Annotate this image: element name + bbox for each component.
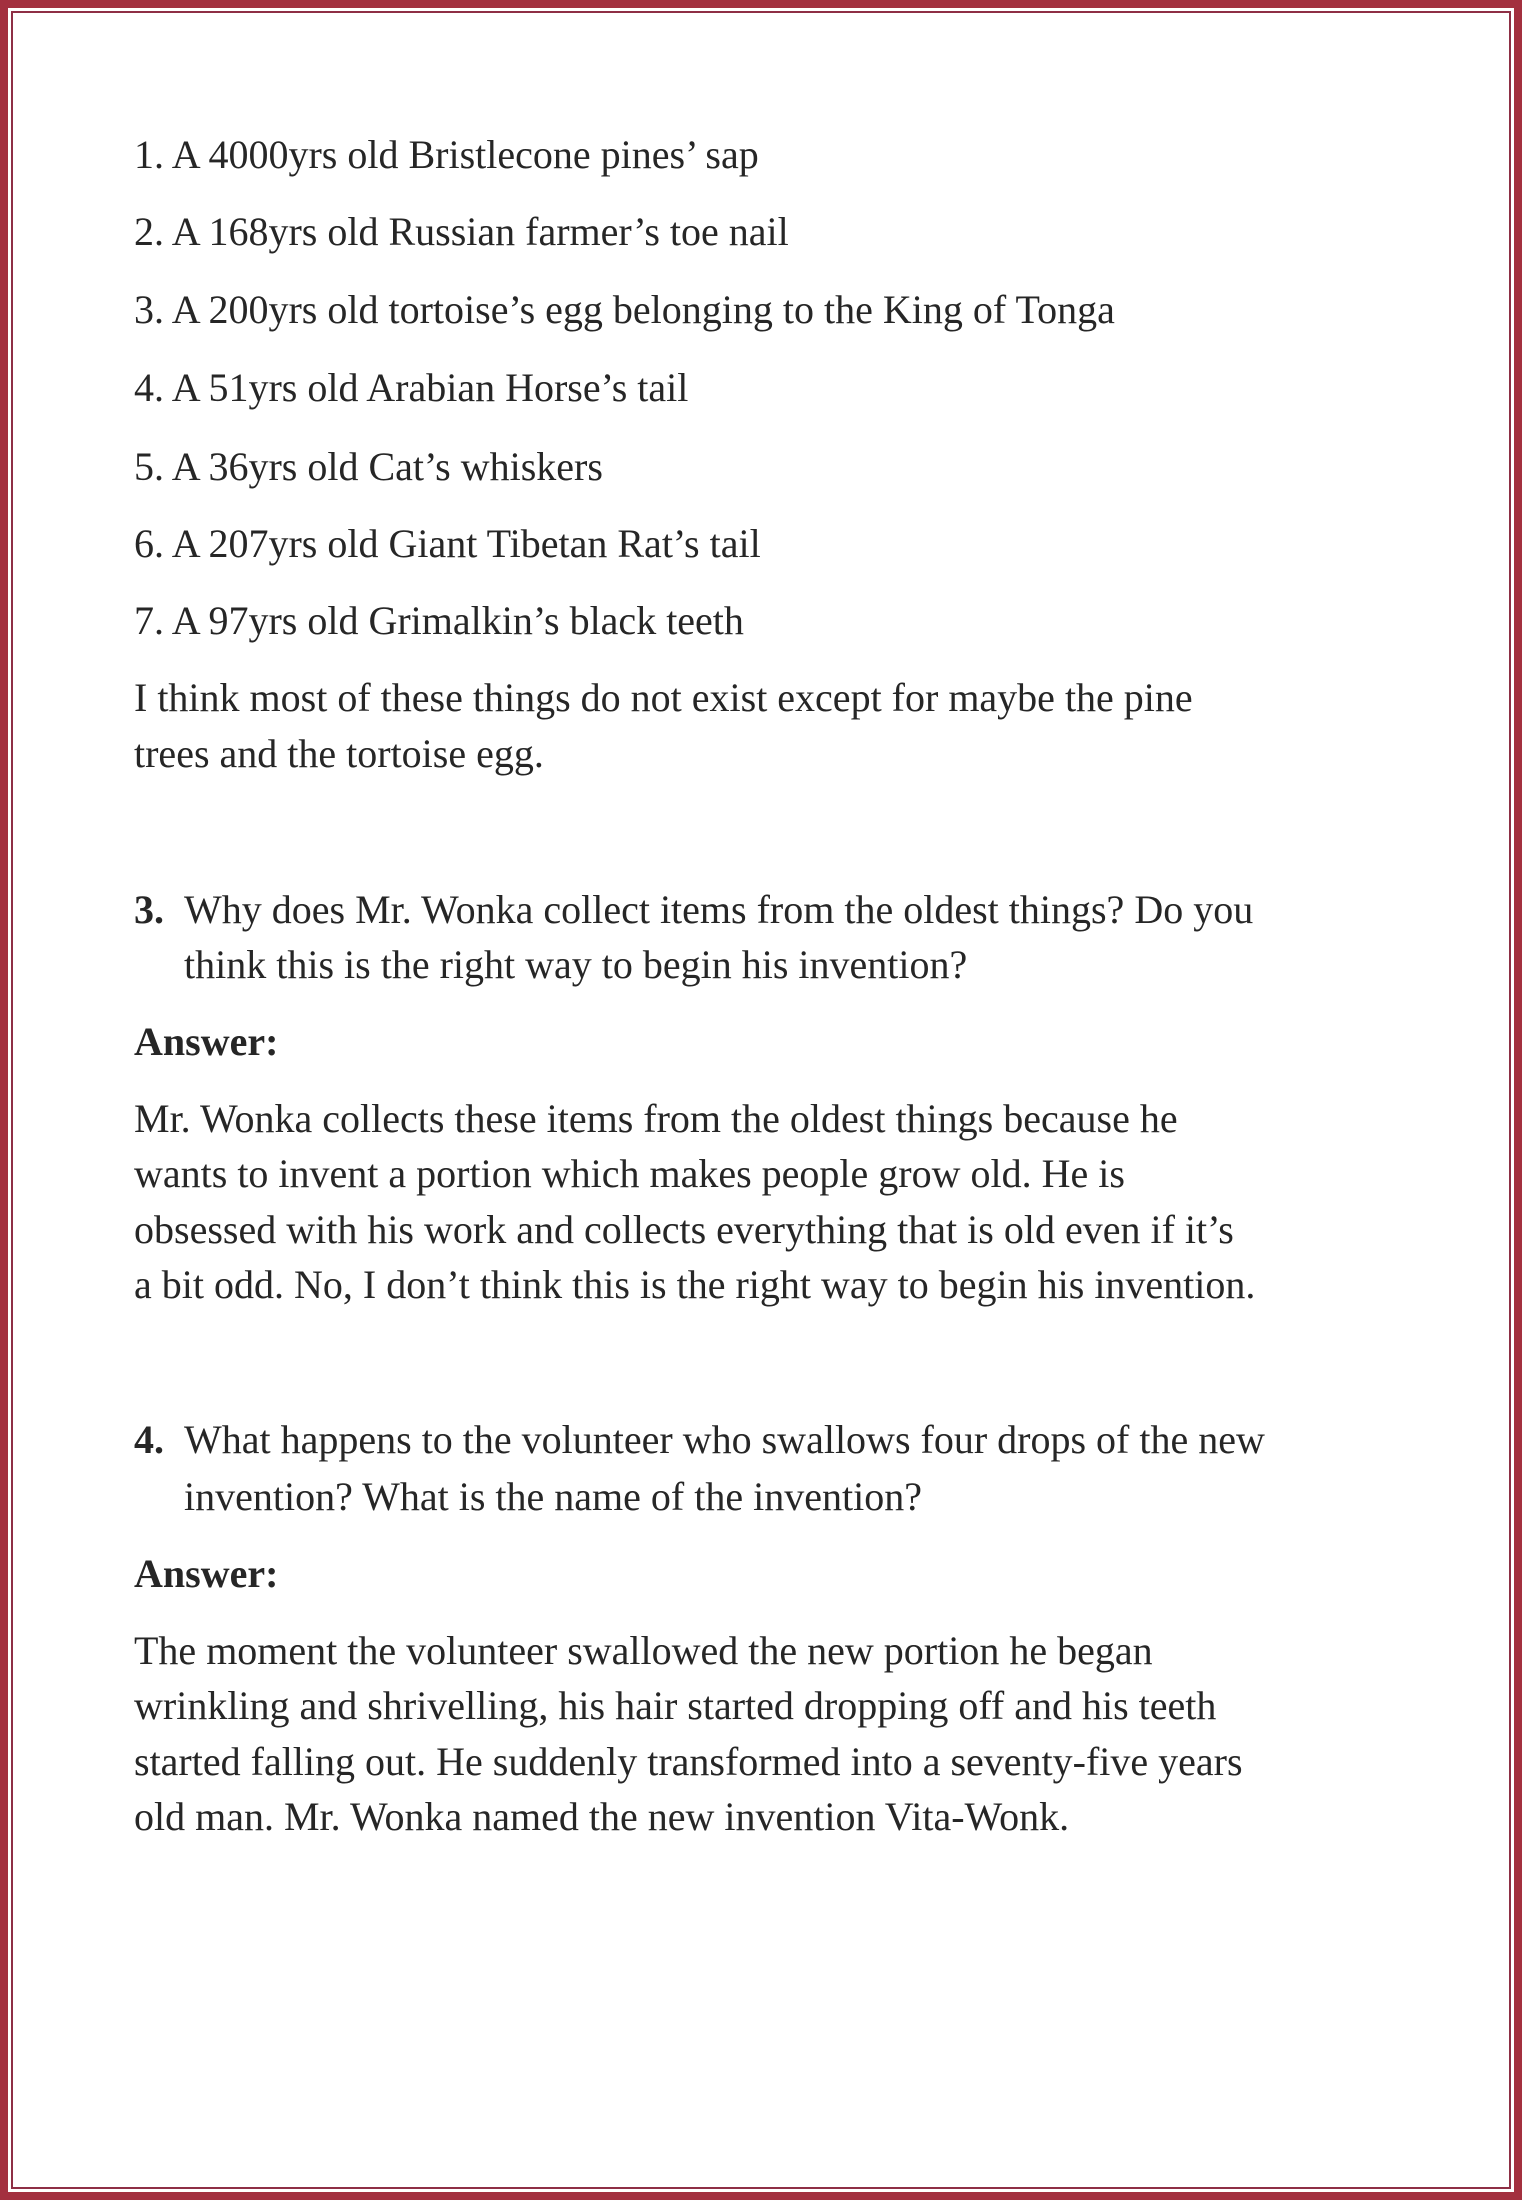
list-item: 7. A 97yrs old Grimalkin’s black teeth [134,598,744,643]
list-item: 4. A 51yrs old Arabian Horse’s tail [134,365,689,410]
question-line [134,886,1253,934]
list-item: 6. A 207yrs old Giant Tibetan Rat’s tail [134,521,761,566]
answer-line: wrinkling and shrivelling, his hair started dropping off and his teeth [134,1683,1217,1728]
list-item: 1. A 4000yrs old Bristlecone pines’ sap [134,132,759,177]
list-item: 3. A 200yrs old tortoise’s egg belonging to the King of Tonga [134,287,1115,332]
question-text: What happens to the volunteer who swallows four drops of the new [184,1417,1265,1462]
question-number: 4. [134,1417,164,1462]
answer-line: old man. Mr. Wonka named the new invention Vita-Wonk. [134,1794,1070,1839]
answer-line: obsessed with his work and collects everything that is old even if it’s [134,1207,1234,1252]
answer-line: started falling out. He suddenly transformed into a seventy-five years [134,1739,1243,1784]
answer-line: Mr. Wonka collects these items from the oldest things because he [134,1096,1178,1141]
comment-line: I think most of these things do not exist except for maybe the pine [134,675,1193,720]
question-line: think this is the right way to begin his invention? [184,942,968,987]
question-line [134,1416,1265,1464]
answer-line: The moment the volunteer swallowed the new portion he began [134,1628,1153,1673]
question-text: Why does Mr. Wonka collect items from the oldest things? Do you [184,887,1254,932]
question-line: invention? What is the name of the invention? [184,1474,922,1519]
list-item: 2. A 168yrs old Russian farmer’s toe nail [134,209,789,254]
answer-line: a bit odd. No, I don’t think this is the right way to begin his invention. [134,1262,1256,1307]
question-number: 3. [134,887,164,932]
comment-line: trees and the tortoise egg. [134,731,544,776]
answer-label: Answer: [134,1551,279,1596]
answer-label: Answer: [134,1019,279,1064]
list-item: 5. A 36yrs old Cat’s whiskers [134,444,603,489]
answer-line: wants to invent a portion which makes people grow old. He is [134,1151,1125,1196]
